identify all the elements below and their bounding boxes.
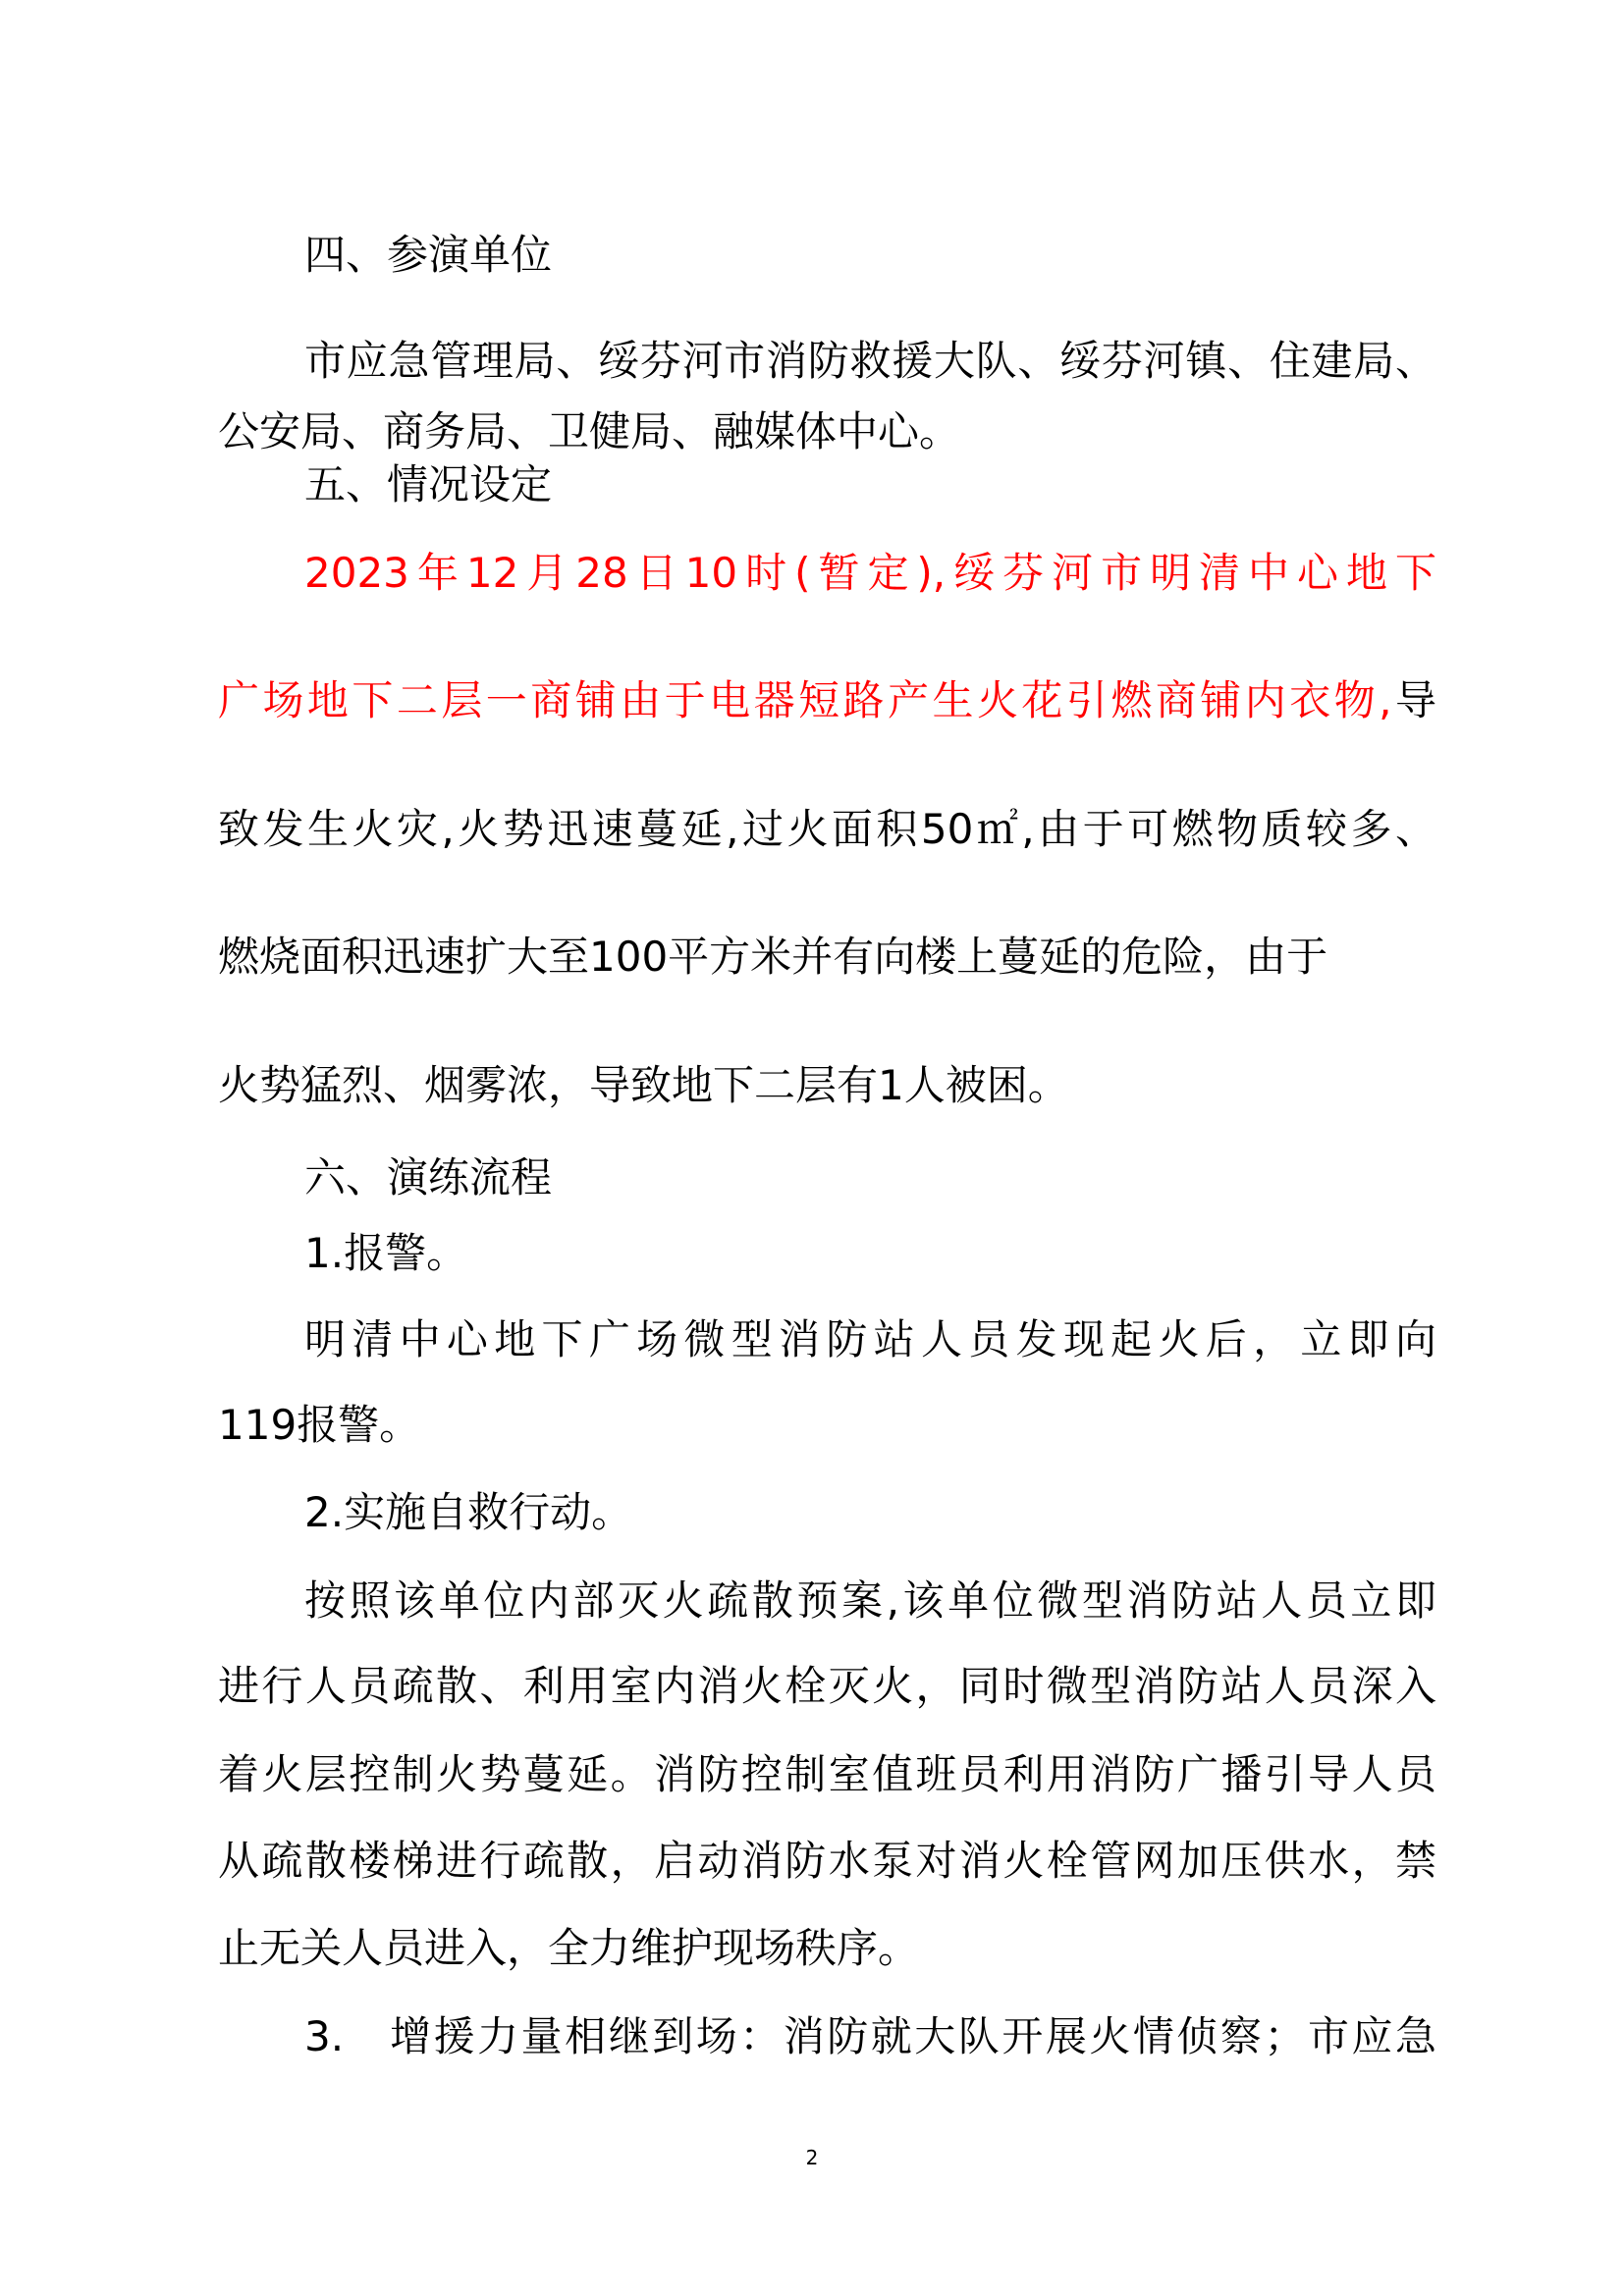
paragraph-line: 市应急管理局、绥芬河市消防救援大队、绥芬河镇、住建局、 [304,337,1436,385]
text: 火势猛烈、烟雾浓，导致地下二层有1人被困。 [218,1061,1069,1109]
paragraph-line: 公安局、商务局、卫健局、融媒体中心。 [218,407,961,455]
paragraph-line: 从疏散楼梯进行疏散，启动消防水泵对消火栓管网加压供水，禁 [218,1837,1436,1885]
step3-line: 3. 增援力量相继到场：消防就大队开展火情侦察；市应急 [304,2012,1436,2060]
step1-heading: 1.报警。 [304,1229,468,1277]
paragraph-line: 按照该单位内部灭火疏散预案,该单位微型消防站人员立即 [304,1576,1436,1625]
text: 致发生火灾,火势迅速蔓延,过火面积50㎡,由于可燃物质较多、 [218,805,1436,853]
paragraph-line [218,675,1436,726]
paragraph-line: 明清中心地下广场微型消防站人员发现起火后，立即向 [304,1315,1436,1363]
section6-heading: 六、演练流程 [304,1153,553,1201]
highlighted-text: 2023年12月28日10时(暂定),绥芬河市明清中心地下 [304,549,1436,597]
paragraph-line [218,804,1436,855]
text: 燃烧面积迅速扩大至100平方米并有向楼上蔓延的危险，由于 [218,933,1328,981]
paragraph-line: 止无关人员进入，全力维护现场秩序。 [218,1924,920,1972]
highlighted-text: 广场地下二层一商铺由于电器短路产生火花引燃商铺内衣物, [218,676,1392,724]
step2-heading: 2.实施自救行动。 [304,1488,633,1536]
paragraph-line: 着火层控制火势蔓延。消防控制室值班员利用消防广播引导人员 [218,1750,1436,1798]
section4-heading: 四、参演单位 [304,231,553,279]
paragraph-line [218,932,1416,983]
section5-heading: 五、情况设定 [304,460,553,508]
paragraph-line: 119报警。 [218,1401,421,1449]
page-number: 2 [805,2146,819,2169]
paragraph-line: 进行人员疏散、利用室内消火栓灭火，同时微型消防站人员深入 [218,1662,1436,1710]
paragraph-line [218,1060,1436,1111]
text: 导 [1391,676,1436,724]
paragraph-line [304,548,1436,599]
